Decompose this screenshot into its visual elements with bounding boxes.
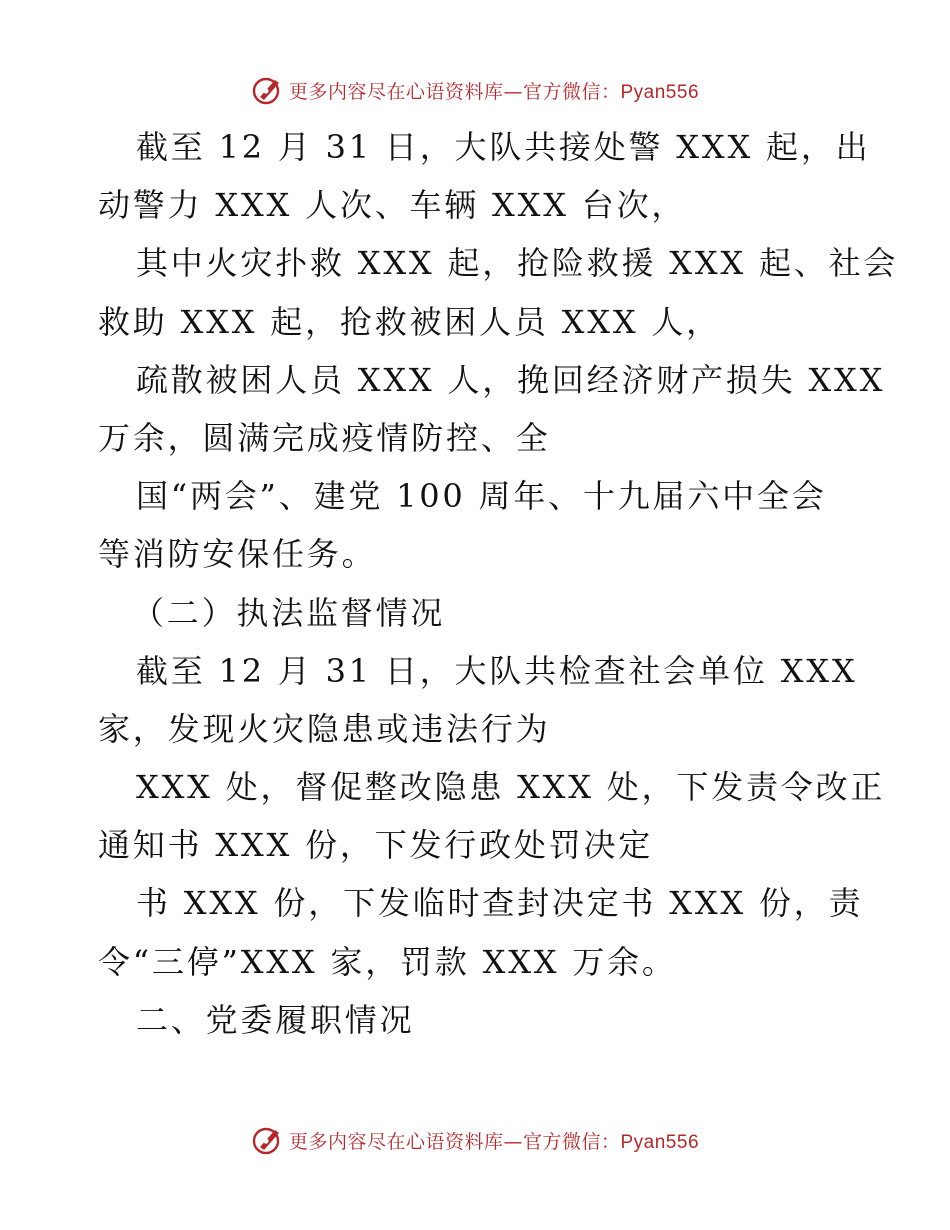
watermark-text: 更多内容尽在心语资料库—官方微信：Pyan556 [288, 80, 700, 103]
text-line: 国“两会”、建党 100 周年、十九届六中全会 [136, 477, 827, 516]
text-line: 等消防安保任务。 [98, 535, 377, 574]
watermark-header [0, 70, 950, 110]
pen-logo-icon [251, 73, 285, 107]
watermark-footer [0, 1120, 950, 1160]
pen-logo-icon [251, 1123, 285, 1157]
text-line: 截至 12 月 31 日，大队共检查社会单位 XXX [136, 651, 858, 690]
watermark-text: 更多内容尽在心语资料库—官方微信：Pyan556 [288, 1130, 700, 1153]
text-line: 家，发现火灾隐患或违法行为 [98, 709, 551, 748]
text-line: 救助 XXX 起，抢救被困人员 XXX 人， [98, 302, 721, 341]
text-line: 疏散被困人员 XXX 人，挽回经济财产损失 XXX [136, 360, 886, 399]
text-line: 截至 12 月 31 日，大队共接处警 XXX 起，出 [136, 128, 871, 166]
text-line: 书 XXX 份，下发临时查封决定书 XXX 份，责 [136, 884, 864, 923]
text-line: 其中火灾扑救 XXX 起，抢险救援 XXX 起、社会 [136, 244, 899, 283]
section-heading: 二、党委履职情况 [136, 1000, 415, 1039]
document-body [98, 118, 899, 1049]
watermark-handle: Pyan556 [620, 81, 700, 103]
section-heading: （二）执法监督情况 [132, 593, 446, 632]
watermark-handle: Pyan556 [620, 1131, 700, 1153]
text-line: XXX 处，督促整改隐患 XXX 处，下发责令改正 [136, 768, 886, 807]
text-line: 万余，圆满完成疫情防控、全 [98, 418, 551, 457]
text-line: 令“三停”XXX 家，罚款 XXX 万余。 [98, 942, 677, 981]
text-line: 动警力 XXX 人次、车辆 XXX 台次， [98, 186, 687, 225]
text-line: 通知书 XXX 份，下发行政处罚决定 [98, 826, 654, 865]
